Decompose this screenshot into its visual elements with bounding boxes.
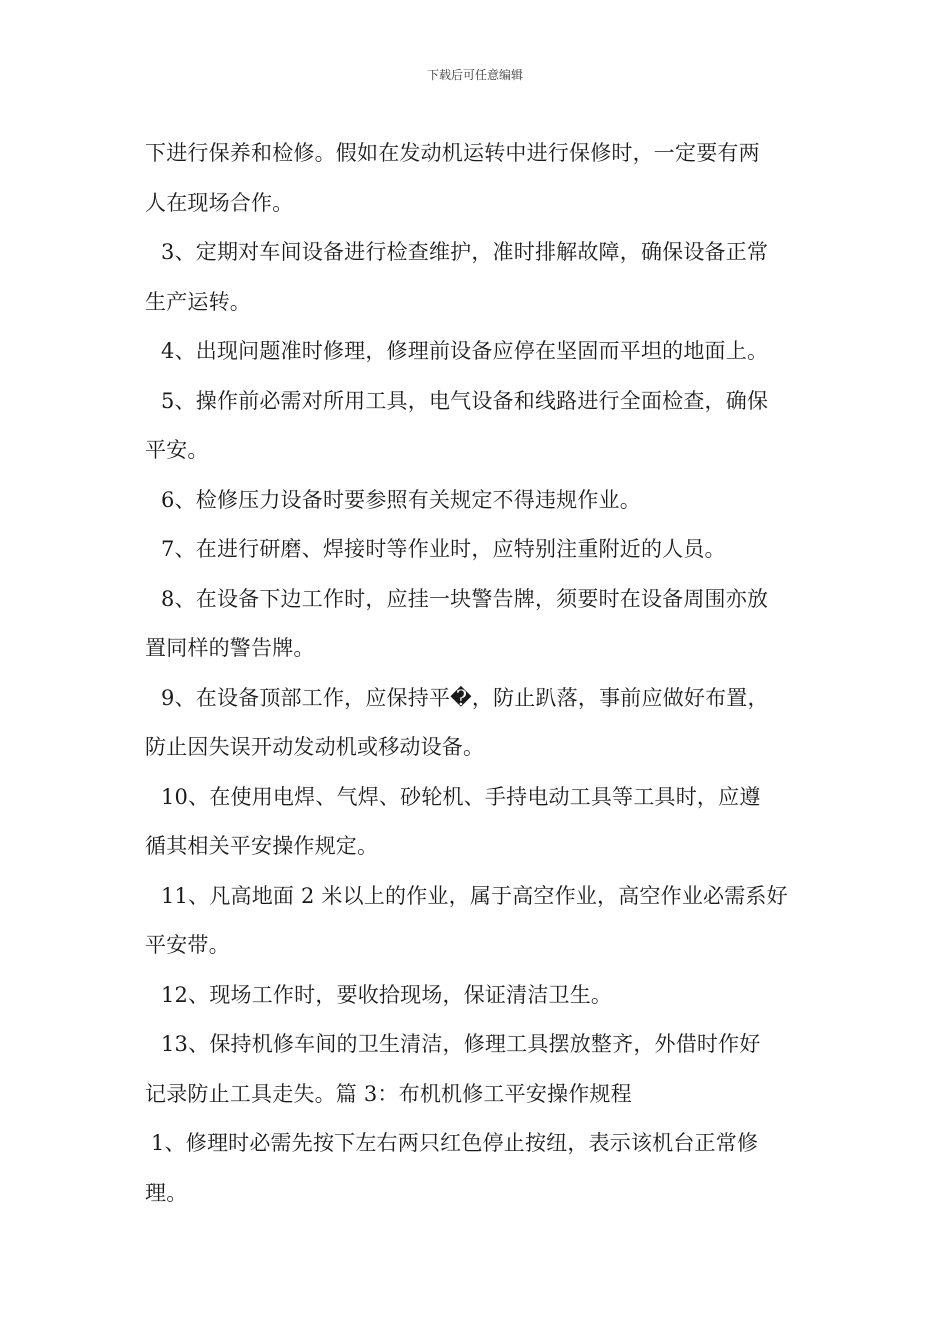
document-body: [145, 129, 810, 1218]
text-line: 循其相关平安操作规定。: [145, 834, 379, 858]
list-item-8: 8、在设备下边工作时，应挂一块警告牌，须要时在设备周围亦放: [161, 586, 769, 611]
text-line: 人在现场合作。: [145, 190, 294, 215]
list-item-10: 10、在使用电焊、气焊、砂轮机、手持电动工具等工具时，应遵: [161, 784, 761, 809]
text-line: 生产运转。: [145, 289, 251, 314]
list-item-6: 6、检修压力设备时要参照有关规定不得违规作业。: [161, 487, 641, 512]
list-item-4: 4、出现问题准时修理，修理前设备应停在坚固而平坦的地面上。: [161, 339, 769, 363]
text-line: 置同样的警告牌。: [145, 636, 315, 660]
list-item-3: 3、定期对车间设备进行检查维护，准时排解故障，确保设备正常: [161, 240, 769, 264]
text-line: 平安。: [145, 438, 209, 462]
text-line: 平安带。: [145, 933, 230, 957]
text-line: 防止因失误开动发动机或移动设备。: [145, 735, 485, 759]
list-item-9: 9、在设备顶部工作，应保持平�，防止趴落，事前应做好布置，: [161, 685, 769, 710]
list-item-11: 11、凡高地面 2 米以上的作业，属于高空作业，高空作业必需系好: [161, 883, 788, 908]
text-line: 理。: [145, 1180, 188, 1205]
list-item-13: 13、保持机修车间的卫生清洁，修理工具摆放整齐，外借时作好: [161, 1032, 761, 1056]
text-line: 下进行保养和检修。假如在发动机运转中进行保修时，一定要有两: [145, 141, 760, 165]
page-header: 下载后可任意编辑: [426, 68, 523, 82]
list-item-7: 7、在进行研磨、焊接时等作业时，应特别注重附近的人员。: [161, 537, 726, 561]
list-item-12: 12、现场工作时，要收拾现场，保证清洁卫生。: [161, 982, 613, 1007]
list-item-5: 5、操作前必需对所用工具，电气设备和线路进行全面检查，确保: [161, 388, 769, 413]
text-line: 记录防止工具走失。篇 3：布机机修工平安操作规程: [145, 1081, 632, 1106]
list-item-1: 1、修理时必需先按下左右两只红色停止按纽，表示该机台正常修: [151, 1131, 759, 1155]
